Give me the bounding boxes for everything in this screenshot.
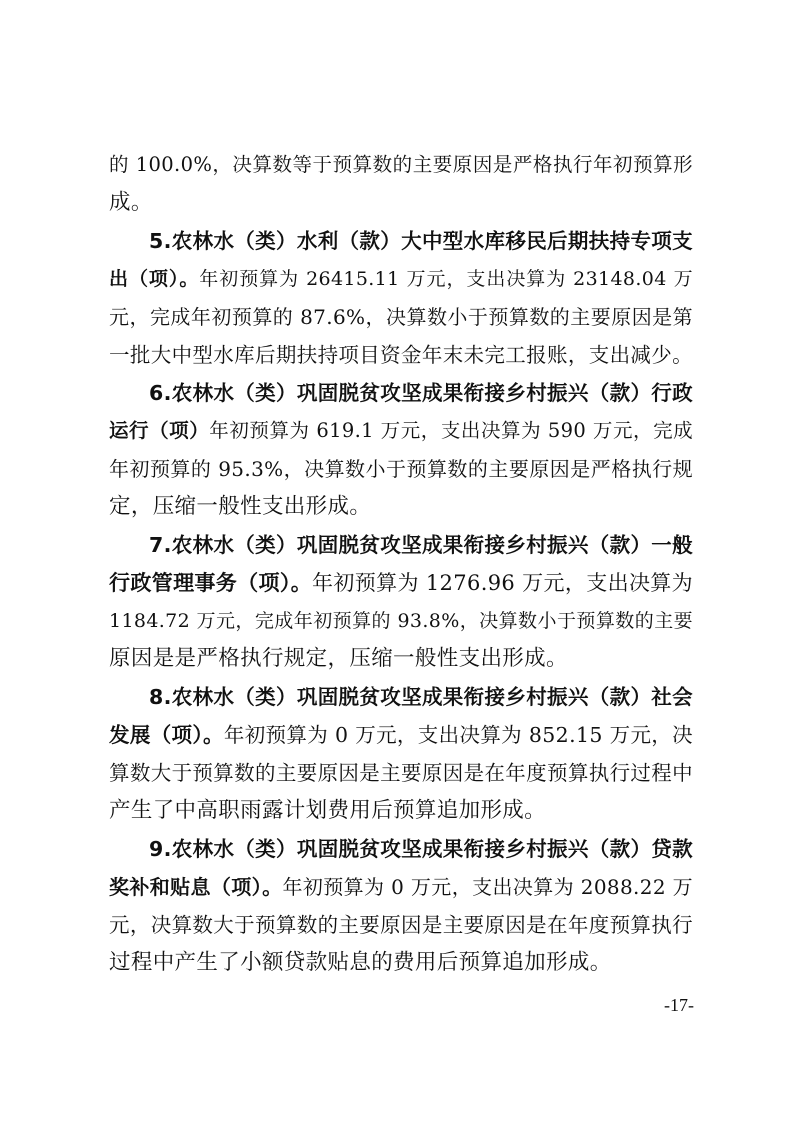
paragraph-heading-line (149, 683, 693, 711)
item-heading: 出（项）。 (109, 268, 200, 290)
paragraph-line (109, 949, 612, 977)
line-text: 成。 (109, 190, 153, 215)
line-text: 1184.72 万元，完成年初预算的 93.8%，决算数小于预算数的主要 (109, 610, 693, 632)
paragraph-line (109, 417, 693, 445)
line-text: 年初预算为 1276.96 万元，支出决算为 (312, 571, 694, 595)
line-text: 元，完成年初预算的 87.6%，决算数小于预算数的主要原因是第 (109, 305, 693, 329)
paragraph-line (109, 265, 693, 293)
line-text: 元，决算数大于预算数的主要原因是主要原因是在年度预算执行 (109, 913, 693, 937)
paragraph-heading-line (149, 531, 693, 559)
paragraph-line (109, 493, 371, 521)
line-text: 年初预算为 619.1 万元，支出决算为 590 万元，完成 (209, 419, 693, 442)
paragraph-heading-line (149, 835, 693, 863)
item-heading: 5.农林水（类）水利（款）大中型水库移民后期扶持专项支 (149, 229, 693, 253)
line-text: 年初预算为 26415.11 万元，支出决算为 23148.04 万 (199, 268, 693, 290)
paragraph-line (109, 189, 153, 217)
paragraph-heading-line (149, 379, 693, 407)
paragraph-line (109, 569, 693, 597)
item-heading: 行政管理事务（项）。 (109, 571, 313, 595)
paragraph-line (109, 303, 693, 331)
line-text: 年初预算的 95.3%，决算数小于预算数的主要原因是严格执行规 (109, 457, 693, 481)
paragraph-line (109, 151, 693, 179)
item-heading: 奖补和贴息（项）。 (109, 875, 283, 899)
paragraph-heading-line (149, 227, 693, 255)
item-heading: 6.农林水（类）巩固脱贫攻坚成果衔接乡村振兴（款）行政 (149, 381, 693, 405)
paragraph-line (109, 911, 693, 939)
item-heading: 8.农林水（类）巩固脱贫攻坚成果衔接乡村振兴（款）社会 (149, 685, 693, 709)
paragraph-line (109, 455, 693, 483)
line-text: 定，压缩一般性支出形成。 (109, 494, 372, 519)
paragraph-line (109, 341, 693, 369)
line-text: 一批大中型水库后期扶持项目资金年末未完工报账，支出减少。 (109, 343, 693, 367)
item-heading: 7.农林水（类）巩固脱贫攻坚成果衔接乡村振兴（款）一般 (149, 533, 693, 557)
line-text: 原因是是严格执行规定，压缩一般性支出形成。 (109, 646, 568, 671)
paragraph-line (109, 607, 693, 635)
line-text: 年初预算为 0 万元，支出决算为 852.15 万元，决 (223, 723, 693, 747)
paragraph-line (109, 873, 693, 901)
line-text: 的 100.0%，决算数等于预算数的主要原因是严格执行年初预算形 (109, 153, 693, 176)
paragraph-line (109, 759, 693, 787)
page-number: -17- (664, 995, 694, 1015)
line-text: 年初预算为 0 万元，支出决算为 2088.22 万 (282, 875, 693, 899)
paragraph-line (109, 797, 546, 825)
item-heading: 发展（项）。 (109, 723, 224, 747)
line-text: 算数大于预算数的主要原因是主要原因是在年度预算执行过程中 (109, 761, 693, 785)
line-text: 产生了中高职雨露计划费用后预算追加形成。 (109, 798, 547, 823)
line-text: 过程中产生了小额贷款贴息的费用后预算追加形成。 (109, 950, 612, 975)
item-heading: 运行（项） (109, 419, 210, 442)
paragraph-line (109, 645, 568, 673)
item-heading: 9.农林水（类）巩固脱贫攻坚成果衔接乡村振兴（款）贷款 (149, 837, 693, 861)
paragraph-line (109, 721, 693, 749)
